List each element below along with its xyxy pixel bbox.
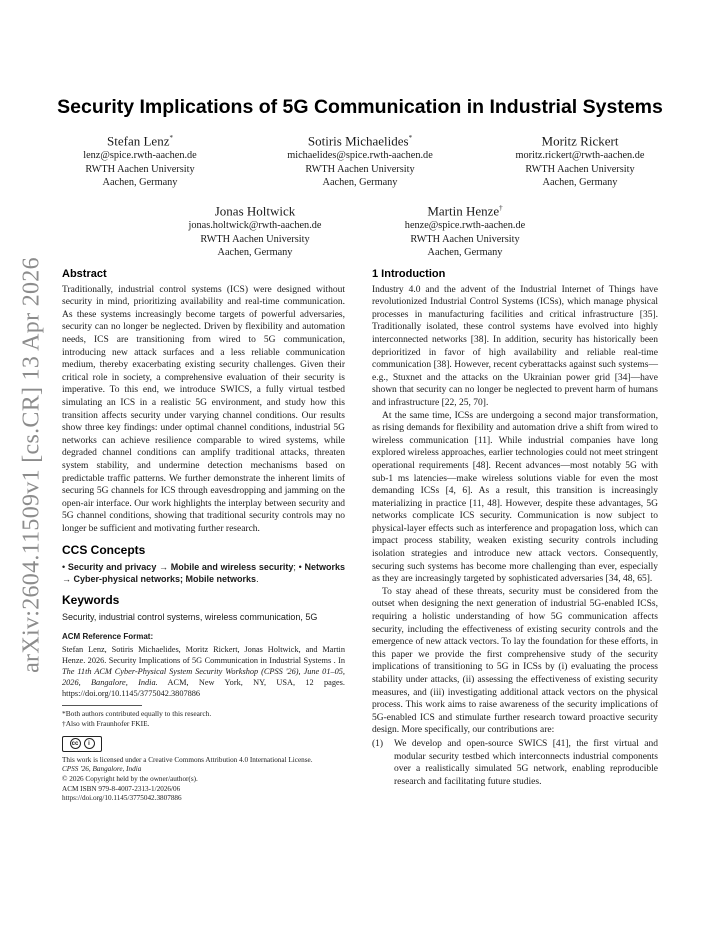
author-block [60,130,220,190]
license-isbn: ACM ISBN 979-8-4007-2313-1/2026/06 [62,784,181,793]
arxiv-id: arXiv:2604.11509v1 [cs.CR] 13 Apr 2026 [18,257,45,673]
author-location: Aachen, Germany [322,177,398,189]
author-name: Moritz Rickert [541,133,619,149]
abstract-heading: Abstract [62,268,107,280]
acm-reference [62,644,345,699]
author-location: Aachen, Germany [217,247,293,259]
author-email[interactable]: lenz@spice.rwth-aachen.de [83,150,197,162]
arxiv-watermark [12,250,52,680]
author-name: Jonas Holtwick [214,203,296,219]
author-affiliation: RWTH Aachen University [200,233,310,245]
acm-authors: Stefan Lenz, Sotiris Michaelides, Moritz Rickert, Jonas Holtwick, and Martin Henze. 2026. Security Implications of 5G Communication in Industrial Systems . In [62,644,345,665]
acm-doi[interactable]: ACM, New York, NY, USA, 12 pages. https://doi.org/10.1145/3775042.3807886 [62,677,345,698]
author-block [385,200,545,260]
author-affiliation: RWTH Aachen University [525,163,635,175]
author-mark: * [169,134,173,142]
author-affiliation: RWTH Aachen University [305,163,415,175]
author-name: Stefan Lenz [107,133,170,149]
bullet: • [298,562,302,573]
contribution-text: We develop and open-source SWICS [41], the first virtual and modular security testbed which interconnects industrial components over a realistically simulated 5G network, enabling reproducible research and facilitating future studies. [394,738,658,787]
right-column [372,268,658,788]
footnote: *Both authors contributed equally to this research. [62,708,212,718]
author-email[interactable]: moritz.rickert@rwth-aachen.de [515,150,645,162]
ccs-item-rest: ; Mobile networks [180,574,257,585]
intro-heading: 1 Introduction [372,268,446,280]
paper-title: Security Implications of 5G Communication in Industrial Systems [57,96,663,118]
author-block [175,200,335,260]
author-mark: * [408,134,413,142]
keywords-heading: Keywords [62,593,120,608]
author-row-2 [175,200,545,260]
author-block [280,130,440,190]
intro-paragraph-2: At the same time, ICSs are undergoing a second major transformation, as rising demands for flexibility and automation drive a shift from wired to wireless communication [11]. While industrial companies have long explored wireless approaches, earlier technologies could not meet stringent operational requirements [48]. Recent advances—most notably 5G with sub-1 ms latencies—make wireless solutions viable for even the most demanding ICSs [4, 6]. As a result, this transition is increasingly materializing in practice [11, 48]. However, despite these advantages, 5G networks complicate ICS security. Communication is now subject to physical-layer effects such as interference and propagation loss, which can impact process stability, weaken existing security controls including isolation strategies and introduce new attack vectors. Consequently, securing such systems has become more challenging than ever, especially as they are increasingly targeted by sophisticated adversaries [34, 48, 65]. [372,410,658,585]
author-location: Aachen, Germany [427,247,503,259]
license-block [62,756,345,804]
author-affiliation: RWTH Aachen University [85,163,195,175]
ccs-heading: CCS Concepts [62,543,146,558]
by-icon: i [84,738,95,749]
ccs-separator: ; [293,562,299,573]
author-email[interactable]: jonas.holtwick@rwth-aachen.de [188,220,322,232]
bullet: • [62,562,66,573]
license-copyright: © 2026 Copyright held by the owner/author(s). [62,775,198,784]
license-venue: CPSS '26, Bangalore, India [62,765,142,774]
author-name: Sotiris Michaelides [307,133,409,149]
author-affiliation: RWTH Aachen University [410,233,520,245]
author-location: Aachen, Germany [102,177,178,189]
license-line: This work is licensed under a Creative Commons Attribution 4.0 International License. [62,755,313,764]
left-column [62,268,345,804]
ccs-item: Networks → Cyber-physical networks [62,562,345,585]
abstract-text: Traditionally, industrial control systems (ICS) were designed without security in mind, prioritizing availability and real-time communication. As these systems increasingly become targets of powerful adversaries, security can no longer be neglected. Driven by flexibility and automation needs, ICS are transitioning from wired to 5G communication, introducing new attack surfaces and a less reliable communication medium, thereby exacerbating existing security challenges. Given their critical role in society, a comprehensive evaluation of their security is imperative. To this end, we introduce SWICS, a fully virtual testbed simulating an ICS in a realistic 5G environment, and study how this transition affects security under varying channel conditions. Our results show three key findings: under optimal channel conditions, industrial 5G networks can achieve resilience comparable to wired systems, while degraded channel conditions can amplify traditional attacks, threaten system stability, and undermine detection mechanisms based on predictable traffic patterns. We further demonstrate the inherent limits of securing 5G channels for ICS through eavesdropping and jamming on the open-air interface. Our work highlights the interplay between security and 5G channel conditions, showing that traditional security controls may no longer be sufficient and motivating further research. [62,284,345,534]
footnote: †Also with Fraunhofer FKIE. [62,718,150,728]
intro-paragraph-3: To stay ahead of these threats, security must be considered from the outset when designing the next generation of industrial 5G-enabled ICSs, requiring a holistic understanding of how 5G communication affects security, including the effectiveness of existing security controls and the emergence of new attack vectors. To lay the foundation for these efforts, in this paper we provide the first comprehensive study of the security implications of transitioning to 5G in ICSs by (i) evaluating the process stability under attacks, (ii) assessing the effectiveness of existing security measures, and (iii) investigating additional attack vectors on the physical process. This work aims to raise awareness of the security implications of 5G-enabled ICS and stimulate further research toward proactive security design. More specifically, our contributions are: [372,586,658,736]
author-block [500,130,660,190]
license-doi[interactable]: https://doi.org/10.1145/3775042.3807886 [62,794,182,803]
keywords-text: Security, industrial control systems, wireless communication, 5G [62,611,318,622]
intro-paragraph-1: Industry 4.0 and the advent of the Industrial Internet of Things have revolutionized Industrial Control Systems (ICSs), which manage physical processes in manufacturing facilities and critical infrastructure [35]. Traditionally isolated, these control systems have evolved into highly interconnected networks [38]. In addition, security has historically been deprioritized in favor of high availability and reliable real-time communication [38]. However, recent cyberattacks against such systems—e.g., Stuxnet and the attacks on the Ukrainian power grid [34]—have shown that security can no longer be neglected to prevent harm of humans and infrastructure [22, 25, 70]. [372,284,658,408]
acm-reference-heading: ACM Reference Format: [62,632,154,642]
author-location: Aachen, Germany [542,177,618,189]
author-row-1 [60,130,660,190]
author-mark: † [499,204,503,212]
contribution-number: (1) [372,738,384,749]
ccs-item: Security and privacy → Mobile and wireless security [67,562,294,573]
author-email[interactable]: michaelides@spice.rwth-aachen.de [287,150,433,162]
acm-venue: The 11th ACM Cyber-Physical System Security Workshop (CPSS '26), June 01–05, 2026, Bangalore, India. [62,666,345,687]
cc-icon: cc [70,738,81,749]
footnote-divider [62,705,142,706]
ccs-concepts [62,561,345,585]
author-name: Martin Henze [427,203,500,219]
contribution-item [372,738,658,788]
ccs-end: . [256,574,259,585]
cc-by-badge[interactable] [62,736,345,752]
author-email[interactable]: henze@spice.rwth-aachen.de [404,220,526,232]
